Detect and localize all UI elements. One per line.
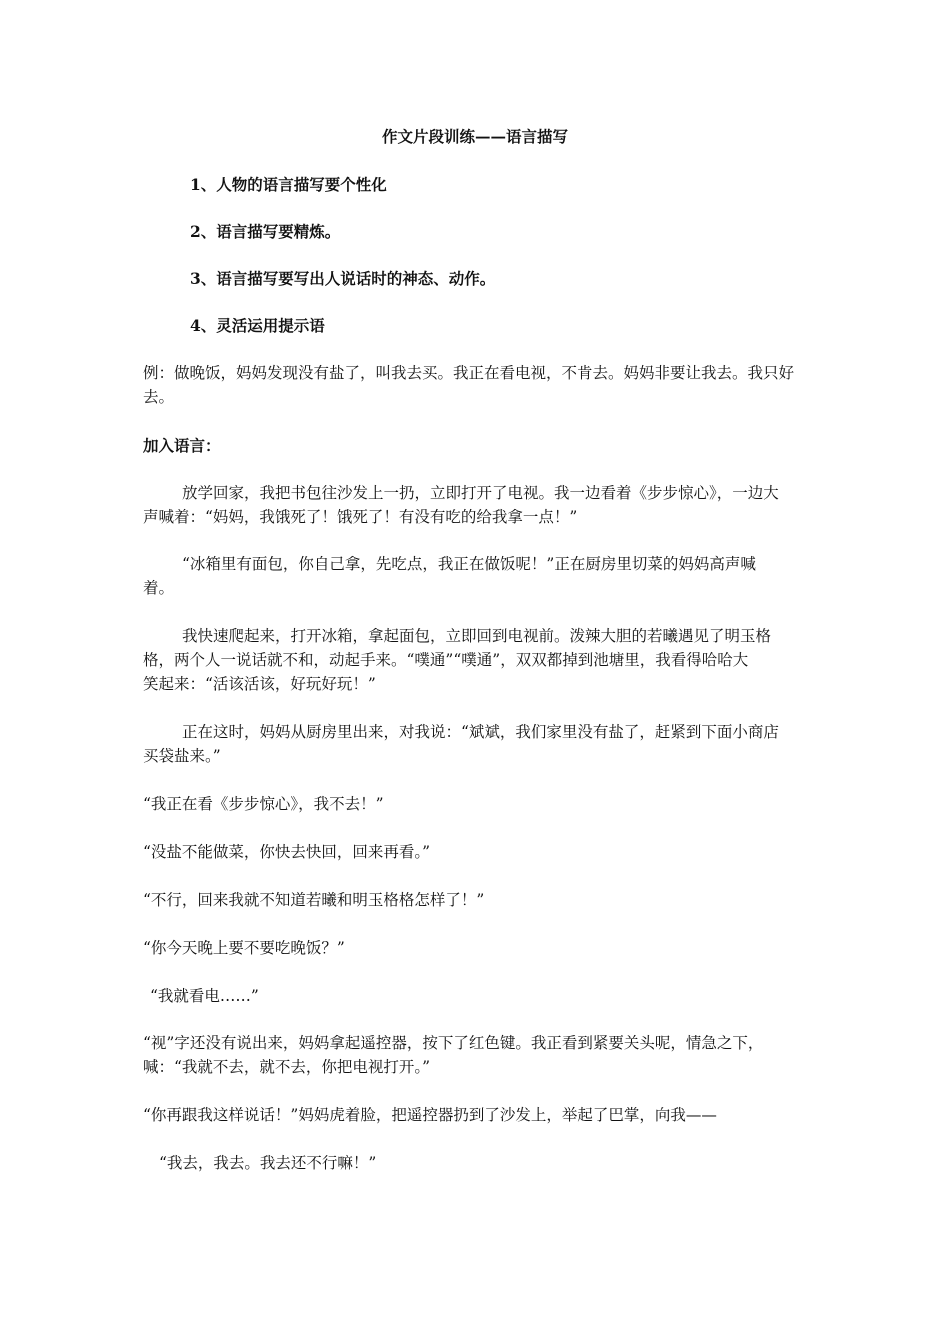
example-line-2: 去。 <box>143 388 175 406</box>
point-3: 3、语言描写要写出人说话时的神态、动作。 <box>190 269 496 288</box>
point-1: 1、人物的语言描写要个性化 <box>190 175 387 194</box>
example-line-1: 例：做晚饭，妈妈发现没有盐了，叫我去买。我正在看电视，不肯去。妈妈非要让我去。我只好 <box>143 364 795 382</box>
story-paragraph-3-line-3: 笑起来：“活该活该，好玩好玩！” <box>143 675 376 693</box>
dialogue-line-2: “没盐不能做菜，你快去快回，回来再看。” <box>143 843 431 861</box>
dialogue-line-1: “我正在看《步步惊心》，我不去！” <box>143 795 384 813</box>
dialogue-line-6: “你再跟我这样说话！”妈妈虎着脸，把遥控器扔到了沙发上，举起了巴掌，向我—— <box>143 1106 717 1124</box>
dialogue-line-5: “我就看电……” <box>150 987 259 1005</box>
story-paragraph-4-line-2: 买袋盐来。” <box>143 747 221 765</box>
story-paragraph-1-line-1: 放学回家，我把书包往沙发上一扔，立即打开了电视。我一边看着《步步惊心》，一边大 <box>182 484 779 502</box>
dialogue-line-3: “不行，回来我就不知道若曦和明玉格格怎样了！” <box>143 891 485 909</box>
story-paragraph-3-line-2: 格，两个人一说话就不和，动起手来。“噗通”“噗通”，双双都掉到池塘里，我看得哈哈大 <box>143 651 749 669</box>
section-heading: 加入语言： <box>143 436 221 455</box>
story-paragraph-5-line-1: “视”字还没有说出来，妈妈拿起遥控器，按下了红色键。我正看到紧要关头呢，情急之下， <box>143 1034 764 1052</box>
story-paragraph-1-line-2: 声喊着：“妈妈，我饿死了！饿死了！有没有吃的给我拿一点！” <box>143 508 578 526</box>
story-paragraph-2-line-1: “冰箱里有面包，你自己拿，先吃点，我正在做饭呢！”正在厨房里切菜的妈妈高声喊 <box>182 555 756 573</box>
point-2: 2、语言描写要精炼。 <box>190 222 341 241</box>
dialogue-line-7: “我去，我去。我去还不行嘛！” <box>159 1154 377 1172</box>
dialogue-line-4: “你今天晚上要不要吃晚饭？” <box>143 939 345 957</box>
story-paragraph-3-line-1: 我快速爬起来，打开冰箱，拿起面包，立即回到电视前。泼辣大胆的若曦遇见了明玉格 <box>182 627 772 645</box>
document-title: 作文片段训练——语言描写 <box>381 127 568 146</box>
point-4: 4、灵活运用提示语 <box>190 316 325 335</box>
story-paragraph-2-line-2: 着。 <box>143 579 175 597</box>
story-paragraph-5-line-2: 喊：“我就不去，就不去，你把电视打开。” <box>143 1058 431 1076</box>
story-paragraph-4-line-1: 正在这时，妈妈从厨房里出来，对我说：“斌斌，我们家里没有盐了，赶紧到下面小商店 <box>182 723 779 741</box>
